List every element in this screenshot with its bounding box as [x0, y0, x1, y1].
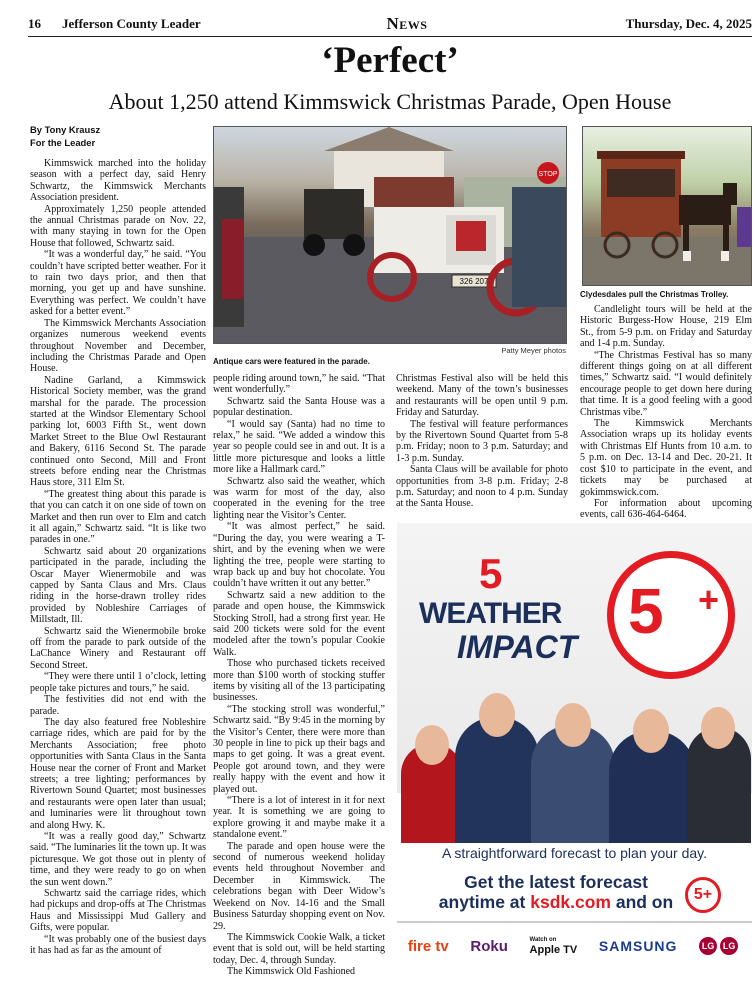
byline-role: For the Leader — [30, 136, 96, 148]
anchor-3-head — [555, 703, 591, 747]
stop-sign-text: STOP — [538, 171, 558, 178]
ksdk-link[interactable]: ksdk.com — [530, 892, 611, 912]
article-column-3 — [396, 373, 568, 519]
article-paragraph: “The greatest thing about this parade is that you can catch it on one side of town on Market and then run over to Elm and catch it all again,” Schwartz said. “It is like two parades in one.” — [30, 488, 206, 546]
article-paragraph: The Kimmswick Old Fashioned — [227, 966, 356, 978]
article-paragraph: “It was a wonderful day,” he said. “You couldn’t have scripted better weather. For it to rain two days prior, and then that morning, you get up and have sunshine. Everything was perfect. We couldn’t have asked for a better event.” — [30, 249, 206, 318]
deck: About 1,250 attend Kimmswick Christmas Parade, Open House — [108, 89, 672, 114]
side-photo-caption: Clydesdales pull the Christmas Trolley. — [580, 290, 729, 299]
trolley-photo — [582, 126, 752, 286]
ring-plus: + — [698, 579, 720, 620]
trolley-illustration — [583, 127, 752, 286]
article-column-1 — [30, 158, 206, 980]
issue-date: Thursday, Dec. 4, 2025 — [625, 16, 752, 31]
page-number: 16 — [28, 16, 41, 31]
article-paragraph: Nadine Garland, a Kimmswick Historical Society member, was the grand marshal for the parade. The procession started at the Windsor Elementary School parking lot, 6003 Fifth St., went down Market Street to the Blue Owl Restaurant and Bakery, 6116 Second St. The parade continued onto Second, Mill and Front streets before ending near the Christmas Haus store, 311 Elm St. — [30, 374, 206, 489]
article-paragraph: The festival will feature performances by the Rivertown Sound Quartet from 5-8 p.m. Friday; noon to 3 p.m. Saturday; and 1-3 p.m. Sunday. — [396, 418, 568, 464]
article-column-4 — [580, 304, 752, 520]
ksdk-5-plus-logo — [607, 551, 735, 679]
article-paragraph: Schwartz said the Santa House was a popular destination. — [213, 395, 385, 419]
ring-number: 5 — [628, 575, 664, 647]
article-paragraph: “I would say (Santa) had no time to relax,” he said. “We added a window this year so people could see in and out. It is a little more picturesque and looks a little more like a Hallmark card.” — [213, 418, 385, 476]
article-paragraph: Schwartz said the carriage rides, which had pickups and drop-offs at The Christmas Haus and Mississippi Mud Gallery and Gifts, were popular. — [30, 888, 206, 934]
cta-line-1: Get the latest forecast — [464, 872, 648, 892]
article-paragraph: Schwartz said about 20 organizations participated in the parade, including the Oscar Mayer Wienermobile and was capped by Santa Claus and Mrs. Claus riding in the horse-drawn trolley rides provided by Nobleshire Carriages of Millstadt, Ill. — [30, 545, 206, 626]
ad-impact-text: IMPACT — [457, 629, 578, 665]
photo-credit: Patty Meyer photos — [501, 346, 566, 355]
article-paragraph: Approximately 1,250 people attended the annual Christmas parade on Nov. 22, with many staying in town for the Open House that followed, Schwartz said. — [30, 203, 206, 249]
cta-prefix: anytime at — [438, 892, 531, 912]
article-paragraph: “It was probably one of the busiest days it has had as far as the amount of — [30, 933, 206, 957]
main-photo-caption: Antique cars were featured in the parade. — [213, 357, 370, 366]
article-paragraph: For information about upcoming events, call 636-464-6464. — [580, 497, 752, 520]
article-paragraph: The Kimmswick Merchants Association wraps up its holiday events with Christmas Elf Hunts from 10 a.m. to 5 p.m. on Dec. 13-14 and Dec. 20-21. It cost $10 to participate in the event, and tickets may be purchased at gokimmswick.com. — [580, 418, 752, 498]
article-paragraph: “The Christmas Festival has so many different things going on at all different times,” Schwartz said. “I would definitely encourage people to get down here during that time. It is a good feeling with a good Christmas vibe.” — [580, 349, 752, 418]
lg-label: LG — [720, 937, 738, 955]
ad-weather-text: WEATHER — [419, 597, 562, 630]
page-header — [28, 12, 752, 36]
article-paragraph: Schwartz also said the weather, which was warm for most of the day, also cooperated in the evening for the tree lighting near the Visitor’s Center. — [213, 475, 385, 521]
cta-5-plus-icon: 5+ — [685, 877, 721, 913]
ad-call-to-action — [411, 872, 701, 912]
byline — [30, 124, 206, 149]
anchor-4-head — [633, 709, 669, 753]
header-rule — [28, 36, 752, 37]
anchor-5-head — [701, 707, 735, 749]
fire-tv-logo: fire tv — [407, 937, 449, 955]
headline: ‘Perfect’ — [321, 40, 459, 81]
article-paragraph: people riding around town,” he said. “That went wonderfully.” — [213, 373, 385, 396]
roku-logo: Roku — [470, 937, 508, 955]
license-plate: 326 207 — [459, 277, 489, 286]
weather-impact-ad[interactable] — [397, 523, 752, 974]
article-paragraph: The Kimmswick Cookie Walk, a ticket event that is sold out, will be held starting today, Dec. 4, through Sunday. — [213, 931, 385, 966]
ksdk-5-logo: 5 — [479, 550, 503, 597]
article-paragraph: Candlelight tours will be held at the Historic Burgess-How House, 219 Elm St., from 5-9 p.m. on Friday and Saturday and 1-4 p.m. Sunday. — [580, 304, 752, 350]
byline-author: By Tony Krausz — [30, 124, 101, 135]
article-paragraph: Those who purchased tickets received more than $100 worth of stocking stuffer items by visiting all of the 13 participating businesses. — [213, 658, 385, 704]
parade-photo — [213, 126, 567, 344]
article-paragraph: The festivities did not end with the parade. — [30, 694, 206, 717]
lg-badge-icon: LG — [699, 937, 717, 955]
anchor-2-head — [479, 693, 515, 737]
article-paragraph: “It was a really good day,” Schwartz said. “The luminaries lit the town up. It was picturesque. We got those out in plenty of time, and they were ready to go on when the sun went down.” — [30, 830, 206, 888]
article-paragraph: “The stocking stroll was wonderful,” Schwartz said. “By 9:45 in the morning by the Visitor’s Center, there were more than 30 people in line to pick up their bags and maps to get going. It was a great event. People got around town, and they were really happy with the event and how it played out. — [213, 703, 385, 795]
article-paragraph: “They were there until 1 o’clock, letting people take pictures and tours,” he said. — [30, 671, 206, 694]
anchor-team-photo — [397, 693, 752, 843]
apple-tv-label: Apple TV — [529, 943, 578, 956]
article-paragraph: Schwartz said a new addition to the parade and open house, the Kimmswick Stocking Stroll, had a strong first year. He said 200 tickets were sold for the event modeled after the town’s popular Cookie Walk. — [213, 589, 385, 658]
article-paragraph: The day also featured free Nobleshire carriage rides, which are paid for by the Merchants Association; free photo opportunities with Santa Claus in the Santa House near the corner of Front and Market streets; a tree lighting; performances by Rivertown Sound Quartet; most businesses and restaurants were open later than usual; and luminaries were lit throughout town and along Hwy. K. — [30, 716, 206, 831]
article-paragraph: The Kimmswick Merchants Association organizes numerous weekend events throughout November and December, including the Christmas Parade and Open House. — [30, 317, 206, 375]
cta-line-2 — [411, 892, 701, 912]
partner-logos — [397, 921, 752, 969]
article-paragraph: Christmas Festival also will be held this weekend. Many of the town’s businesses and restaurants will be open until 9 p.m. Friday and Saturday. — [396, 373, 568, 419]
cta-suffix: and on — [610, 892, 674, 912]
publication-name: Jefferson County Leader — [62, 16, 201, 31]
article-paragraph: “It was almost perfect,” he said. “During the day, you were wearing a T-shirt, and by the evening when we were lighting the tree, people were starting to wrap back up and buy hot chocolate. You couldn’t have written it out any better.” — [213, 521, 385, 590]
ad-tagline: A straightforward forecast to plan your day. — [441, 845, 708, 861]
lg-logo — [699, 937, 741, 955]
anchor-1-head — [415, 725, 449, 765]
antique-car-illustration — [214, 127, 567, 344]
article-paragraph: Santa Claus will be available for photo opportunities from 3-8 p.m. Friday; 2-8 p.m. Saturday; and noon to 4 p.m. Sunday at the Santa House. — [396, 464, 568, 510]
article-paragraph: Schwartz said the Wienermobile broke off from the parade to park outside of the LaChance Winery and Restaurant off Second Street. — [30, 625, 206, 671]
article-paragraph: Kimmswick marched into the holiday season with a perfect day, said Henry Schwartz, the Kimmswick Merchants Association president. — [30, 158, 206, 204]
section-name: News — [386, 14, 428, 33]
apple-tv-logo — [530, 937, 578, 956]
article-column-2 — [213, 373, 385, 980]
apple-tv-prefix: Watch on — [529, 936, 557, 943]
article-paragraph: The parade and open house were the second of numerous weekend holiday events held throughout November and December in Kimmswick. The celebrations began with Deer Widow’s Weekend on Nov. 14-16 and the Small Business Saturday shopping event on Nov. 29. — [213, 840, 385, 932]
samsung-logo: SAMSUNG — [598, 938, 678, 954]
article-paragraph: “There is a lot of interest in it for next year. It is something we are going to explore growing it and maybe make it a standalone event.” — [213, 795, 385, 841]
